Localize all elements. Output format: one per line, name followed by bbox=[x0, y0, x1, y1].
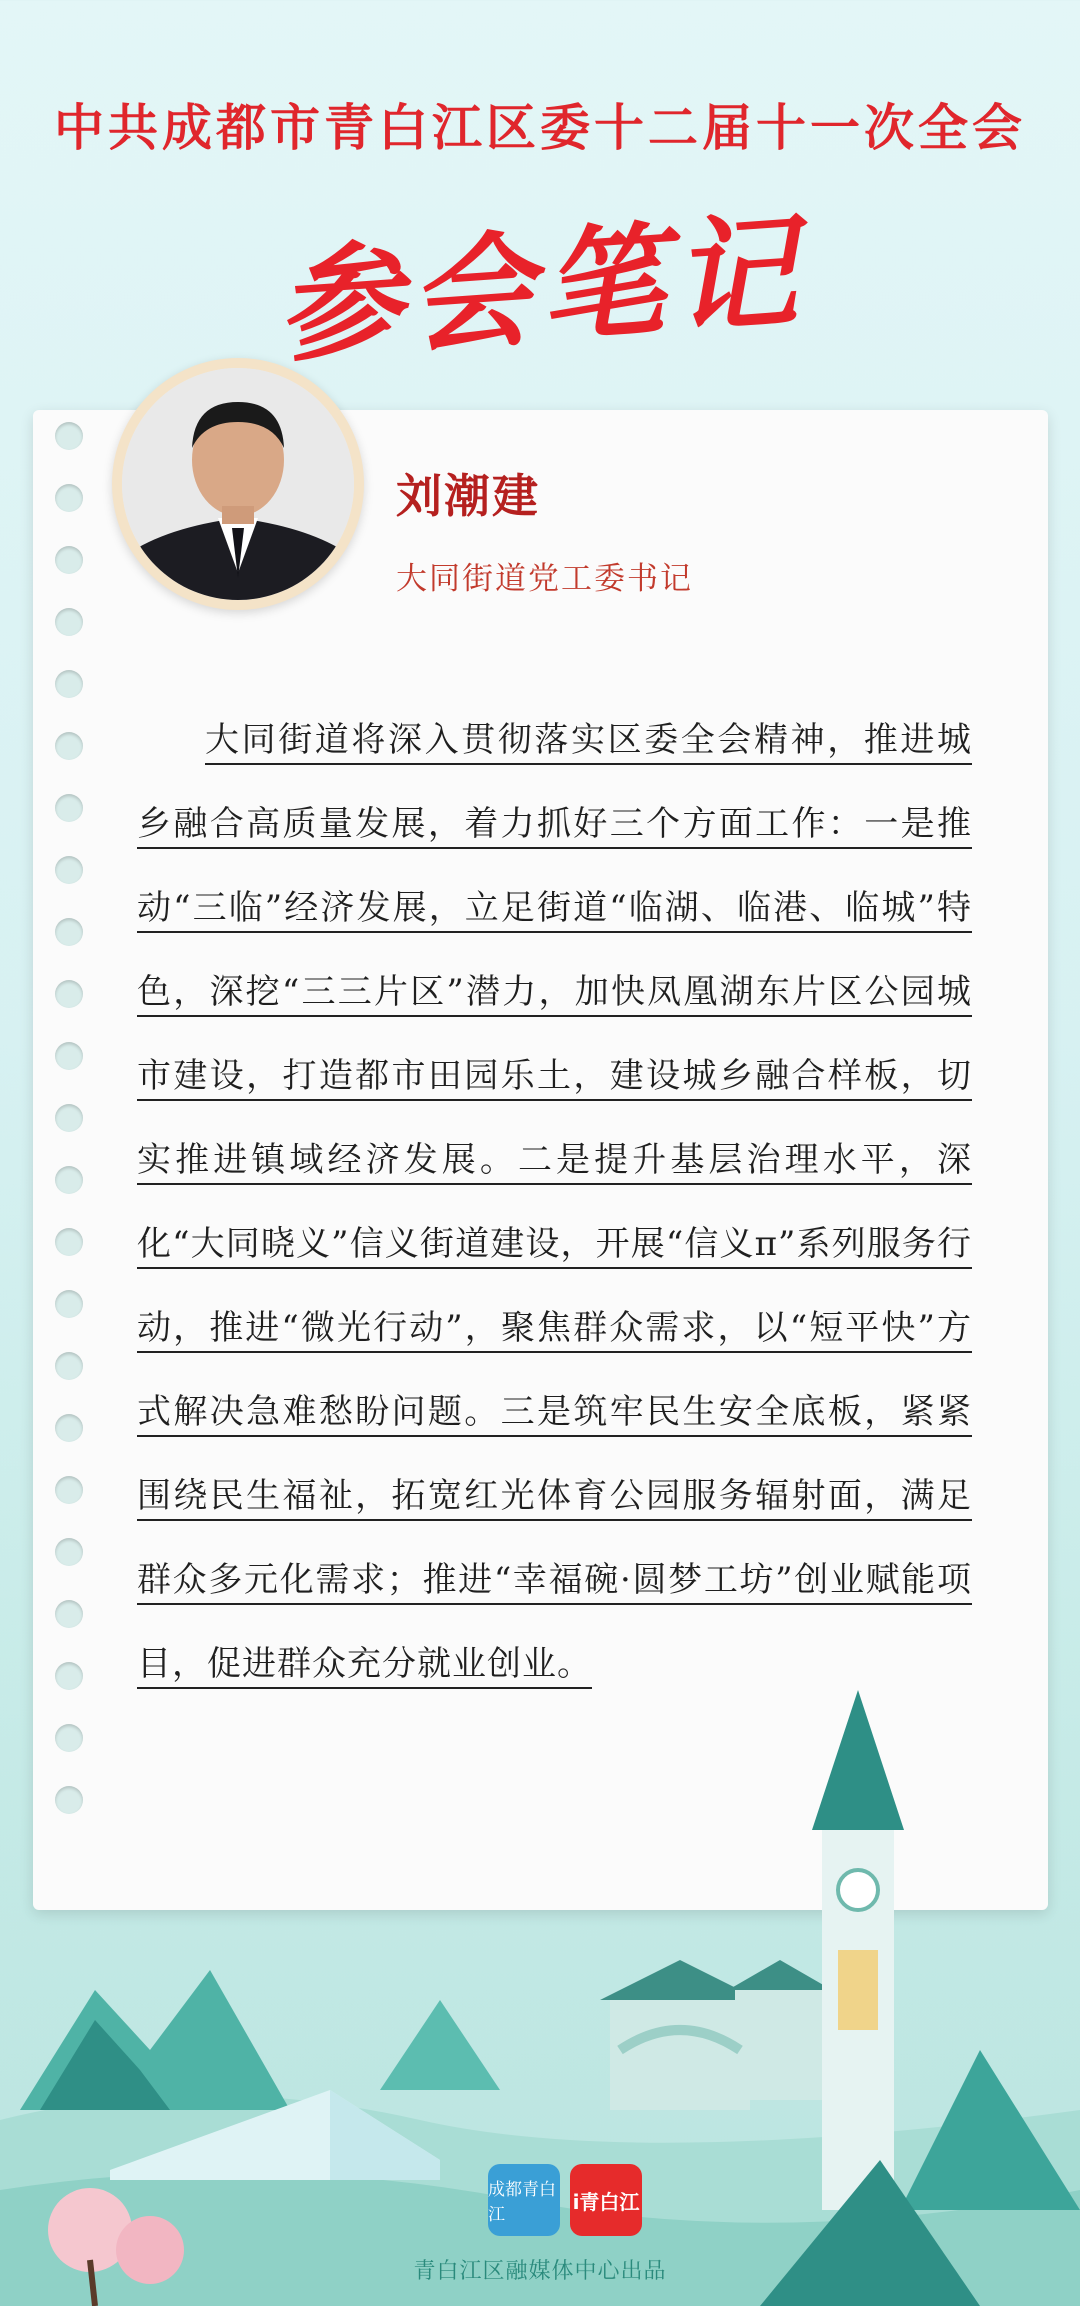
header-title: 中共成都市青白江区委十二届十一次全会 bbox=[54, 99, 1026, 157]
producer-credit: 青白江区融媒体中心出品 bbox=[413, 2259, 667, 2284]
person-name: 刘潮建 bbox=[396, 469, 540, 523]
avatar-frame bbox=[112, 358, 364, 610]
avatar bbox=[122, 368, 354, 600]
i-qingbaijiang-logo: i青白江 bbox=[570, 2164, 642, 2236]
person-position: 大同街道党工委书记 bbox=[396, 561, 693, 597]
calligraphy-title: 参会笔记 bbox=[272, 198, 810, 381]
footer-logos bbox=[488, 2164, 648, 2240]
article-body: 大同街道将深入贯彻落实区委全会精神，推进城乡融合高质量发展，着力抓好三个方面工作：一是推动“三临”经济发展，立足街道“临湖、临港、临城”特色，深挖“三三片区”潜力，加快凤凰湖东片区公园城市建设，打造都市田园乐土，建设城乡融合样板，切实推进镇域经济发展。二是提升基层治理水平，深化“大同晓义”信义街道建设，开展“信义π”系列服务行动，推进“微光行动”，聚焦群众需求，以“短平快”方式解决急难愁盼问题。三是筑牢民生安全底板，紧紧围绕民生福祉，拓宽红光体育公园服务辐射面，满足群众多元化需求；推进“幸福碗·圆梦工坊”创业赋能项目，促进群众充分就业创业。 bbox=[137, 720, 972, 1684]
chengdu-qingbaijiang-logo: 成都青白江 bbox=[488, 2164, 560, 2236]
portrait-photo bbox=[122, 368, 354, 600]
binder-holes bbox=[55, 422, 85, 1848]
